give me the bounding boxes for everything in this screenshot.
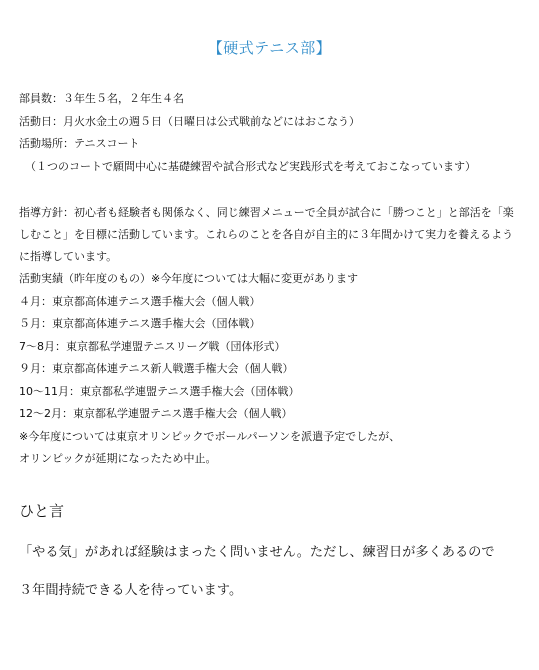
result-item: ４月：東京都高体連テニス選手権大会（個人戦） — [19, 294, 261, 308]
result-item: 12～2月：東京都私学連盟テニス選手権大会（個人戦） — [19, 407, 293, 420]
policy-paragraph: 指導方針：初心者も経験者も関係なく、同じ練習メニューで全員が試合に「勝つこと」と部活を「楽しむこと」を目標に活動しています。これらのことを各自が自主的に３年間かけて実力を養えるように指導しています。 — [19, 206, 514, 263]
results-note: オリンピックが延期になったため中止。 — [19, 452, 217, 465]
activity-days-line: 活動日：月火水金土の週５日（日曜日は公式戦前などにはおこなう） — [19, 114, 360, 128]
result-item: ５月：東京都高体連テニス選手権大会（団体戦） — [19, 317, 261, 330]
hitokoto-line: ３年間持続できる人を待っています。 — [19, 583, 243, 598]
result-item: 10～11月：東京都私学連盟テニス選手権大会（団体戦） — [19, 384, 300, 398]
hitokoto-heading: ひと言 — [19, 502, 65, 520]
place-note-line: （１つのコートで願問中心に基礎練習や試合形式など実践形式を考えておこなっています） — [25, 159, 476, 173]
result-item: 7～8月：東京都私学連盟テニスリーグ戦（団体形式） — [19, 339, 286, 353]
hitokoto-line: 「やる気」があれば経験はまったく問いません。ただし、練習日が多くあるので — [19, 545, 495, 560]
results-section — [19, 268, 524, 471]
club-info — [19, 88, 524, 178]
activity-place-line: 活動場所：テニスコート — [19, 137, 140, 150]
results-header: 活動実績（昨年度のもの）※今年度については大幅に変更があります — [19, 272, 358, 285]
page-title: 【硬式テニス部】 — [207, 39, 332, 57]
results-note: ※今年度については東京オリンピックでボールパーソンを派遣予定でしたが、 — [19, 429, 401, 443]
result-item: ９月：東京都高体連テニス新人戦選手権大会（個人戦） — [19, 362, 294, 375]
members-line: 部員数：３年生５名，２年生４名 — [19, 92, 184, 105]
